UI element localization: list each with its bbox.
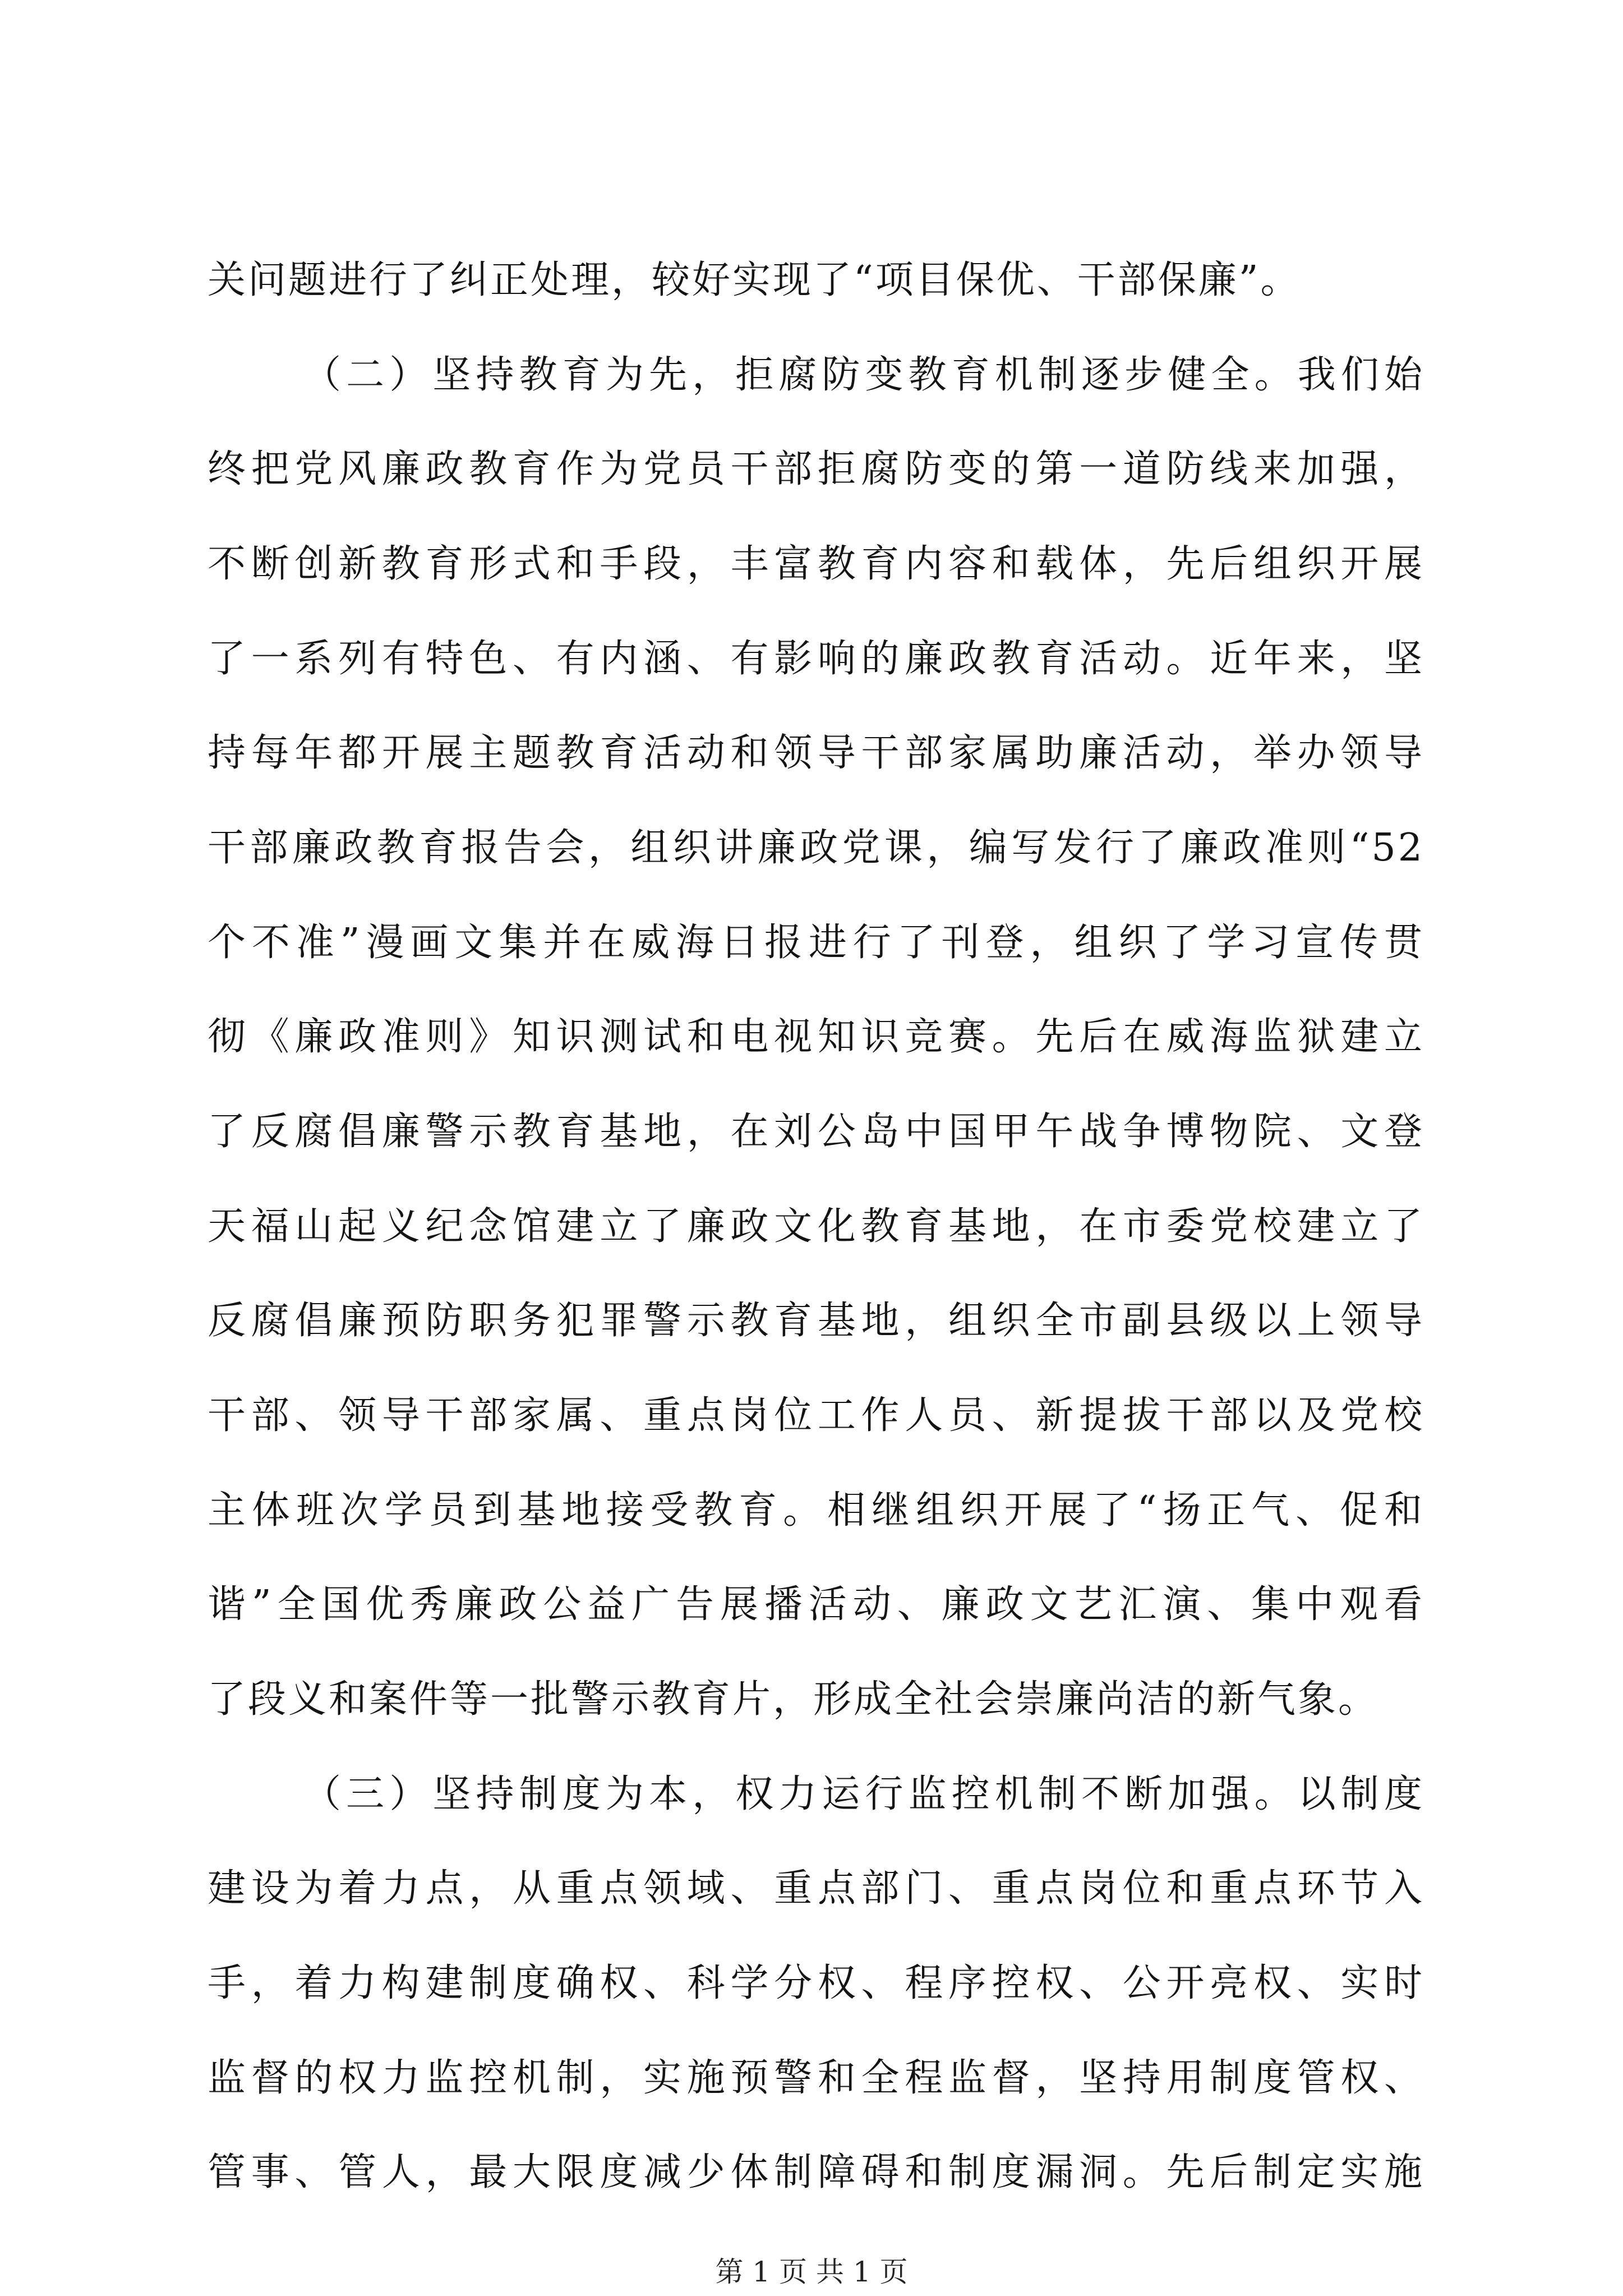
text-line: 了段义和案件等一批警示教育片，形成全社会崇廉尚洁的新气象。: [208, 1677, 1379, 1722]
text-line: 监督的权力监控机制，实施预警和全程监督，坚持用制度管权、: [208, 2056, 1424, 2100]
text-line: 管事、管人，最大限度减少体制障碍和制度漏洞。先后制定实施: [208, 2150, 1424, 2194]
text-line: 反腐倡廉预防职务犯罪警示教育基地，组织全市副县级以上领导: [208, 1299, 1424, 1343]
text-line: 干部、领导干部家属、重点岗位工作人员、新提拔干部以及党校: [208, 1393, 1424, 1438]
text-line: 干部廉政教育报告会，组织讲廉政党课，编写发行了廉政准则“52: [208, 826, 1424, 870]
text-line: 彻《廉政准则》知识测试和电视知识竞赛。先后在威海监狱建立: [208, 1015, 1424, 1059]
text-line: 关问题进行了纠正处理，较好实现了“项目保优、干部保廉”。: [208, 258, 1301, 302]
text-line: 持每年都开展主题教育活动和领导干部家属助廉活动，举办领导: [208, 731, 1424, 775]
text-line: 建设为着力点，从重点领域、重点部门、重点岗位和重点环节入: [208, 1866, 1424, 1911]
paragraph-2-heading-line: （二）坚持教育为先，拒腐防变教育机制逐步健全。我们始: [303, 353, 1424, 397]
text-line: 个不准”漫画文集并在威海日报进行了刊登，组织了学习宣传贯: [208, 921, 1424, 965]
text-line: 谐”全国优秀廉政公益广告展播活动、廉政文艺汇演、集中观看: [208, 1582, 1424, 1627]
text-line: 了一系列有特色、有内涵、有影响的廉政教育活动。近年来，坚: [208, 637, 1424, 681]
text-line: 了反腐倡廉警示教育基地，在刘公岛中国甲午战争博物院、文登: [208, 1110, 1424, 1154]
text-line: 终把党风廉政教育作为党员干部拒腐防变的第一道防线来加强，: [208, 447, 1424, 491]
paragraph-3-heading-line: （三）坚持制度为本，权力运行监控机制不断加强。以制度: [303, 1772, 1424, 1816]
text-line: 主体班次学员到基地接受教育。相继组织开展了“扬正气、促和: [208, 1488, 1424, 1533]
text-line: 不断创新教育形式和手段，丰富教育内容和载体，先后组织开展: [208, 542, 1424, 586]
text-line: 手，着力构建制度确权、科学分权、程序控权、公开亮权、实时: [208, 1961, 1424, 2005]
page-footer: 第 1 页 共 1 页: [715, 2256, 908, 2288]
text-line: 天福山起义纪念馆建立了廉政文化教育基地，在市委党校建立了: [208, 1204, 1424, 1249]
